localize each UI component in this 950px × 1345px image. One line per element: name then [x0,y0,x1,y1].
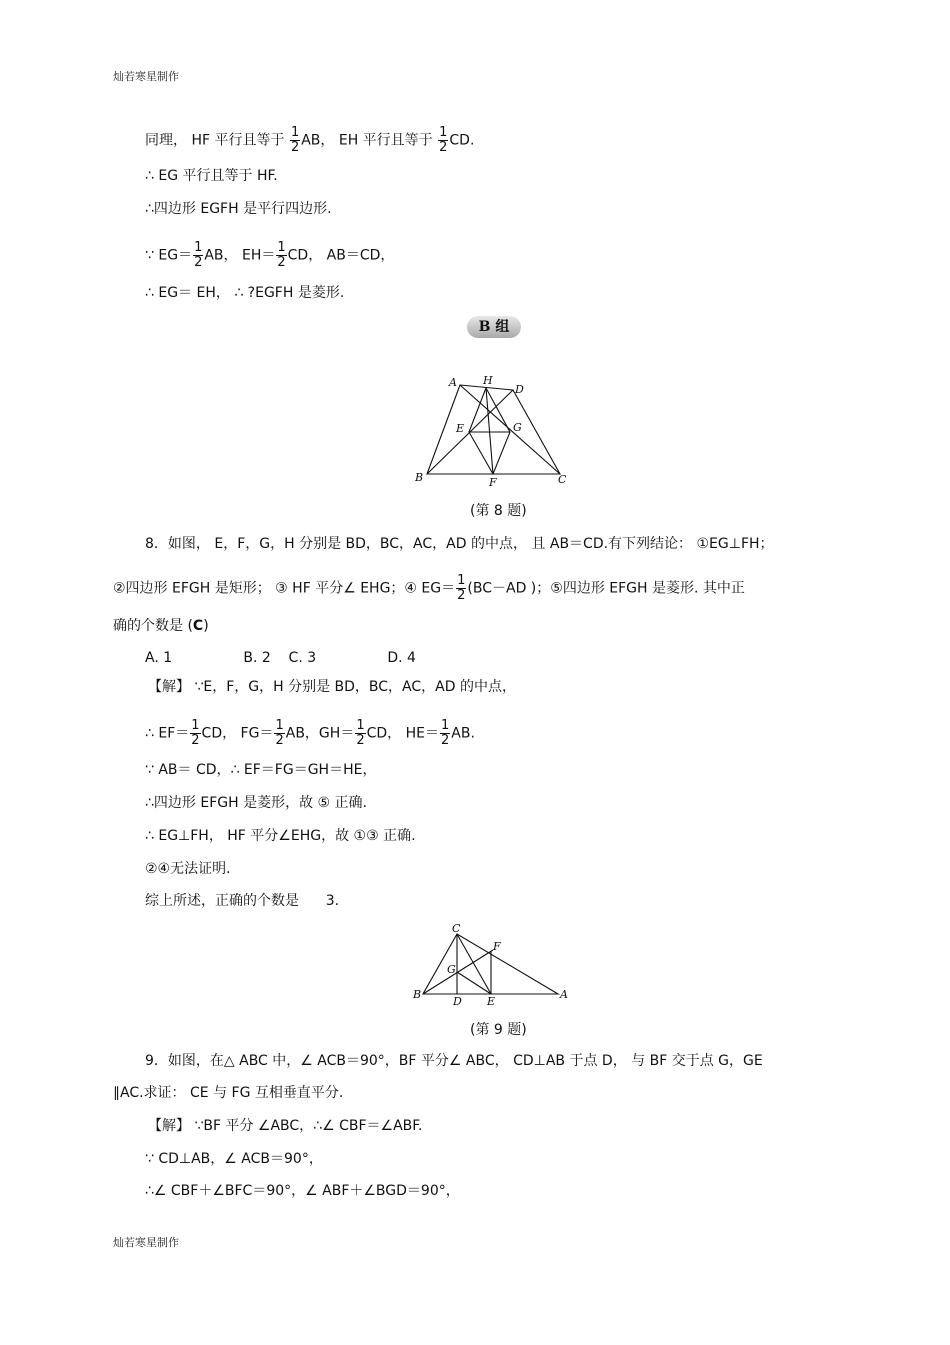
fraction [438,126,448,155]
text: AB. [451,725,475,742]
numerator: 1 [356,718,365,733]
text: AB，GH＝ [285,725,355,742]
page-footer: 灿若寒星制作 [113,1236,179,1249]
figure-9 [410,920,575,1010]
denominator: 2 [191,733,200,748]
text: AB， EH 平行且等于 [301,132,438,149]
denominator: 2 [290,140,300,155]
numerator: 1 [439,125,448,140]
q9-solution-2: ∵ CD⊥AB，∠ ACB＝90°， [145,1151,323,1167]
text: ∴ EF＝ [145,725,190,742]
label-d: D [453,995,462,1008]
fraction [193,241,203,270]
label-b: B [415,471,424,484]
label-h: H [483,374,493,387]
label-f: F [489,476,497,489]
q9-line2: ∥AC.求证： CE 与 FG 互相垂直平分. [113,1085,344,1101]
text: AB， EH＝ [204,247,276,264]
segment-hf [486,388,493,474]
denominator: 2 [277,255,286,270]
numerator: 1 [194,240,203,255]
line-hf-eh [145,126,474,155]
q8-solution-2 [145,719,475,748]
text: CD， HE＝ [366,725,439,742]
q8-line2 [113,574,745,603]
fraction [440,719,450,748]
denominator: 2 [194,255,203,270]
fraction [190,719,200,748]
label-e: E [487,995,496,1008]
label-f: F [493,940,501,953]
text: CD， FG＝ [201,725,274,742]
numerator: 1 [290,125,300,140]
q9-line1: 9．如图，在△ ABC 中，∠ ACB＝90°，BF 平分∠ ABC， CD⊥AB 于点 D， 与 BF 交于点 G，GE [145,1053,763,1069]
text: CD， AB＝CD， [287,247,395,264]
figure-9-caption: (第 9 题) [470,1022,527,1038]
text: 同理， HF 平行且等于 [145,132,289,149]
numerator: 1 [191,718,200,733]
figure-8 [405,370,580,490]
numerator: 1 [275,718,284,733]
fraction [276,241,286,270]
fraction [355,719,365,748]
text: 确的个数是 ( [113,618,193,634]
q8-solution-6: ②④无法证明. [145,861,231,877]
fraction [290,126,300,155]
numerator: 1 [457,573,466,588]
label-e: E [456,422,465,435]
section-badge: B 组 [467,316,521,338]
diagonal-ac [460,385,560,474]
page-header: 灿若寒星制作 [113,70,179,83]
figure-8-caption: (第 8 题) [470,503,527,519]
denominator: 2 [439,140,448,155]
text: ∵ EG＝ [145,247,193,264]
q8-solution-3: ∵ AB＝ CD，∴ EF＝FG＝GH＝HE， [145,762,377,778]
label-c: C [452,922,461,935]
q9-solution-1: 【解】 ∵BF 平分 ∠ABC，∴∠ CBF＝∠ABF. [148,1118,423,1134]
text: ) [203,618,209,634]
label-g: G [447,963,456,976]
denominator: 2 [275,733,284,748]
label-g: G [513,421,522,434]
text: ②四边形 EFGH 是矩形； ③ HF 平分∠ EHG；④ EG＝ [113,580,456,597]
label-b: B [413,988,422,1001]
denominator: 2 [356,733,365,748]
denominator: 2 [440,733,450,748]
text: CD. [449,132,475,149]
segment-ce [457,934,491,994]
q8-solution-1: 【解】 ∵E，F，G，H 分别是 BD，BC，AC，AD 的中点， [148,679,516,695]
answer: C [192,618,204,634]
numerator: 1 [277,240,286,255]
fraction [456,574,466,603]
fraction [274,719,284,748]
text: (BC－AD )；⑤四边形 EFGH 是菱形. 其中正 [467,580,745,597]
q9-solution-3: ∴∠ CBF＋∠BFC＝90°，∠ ABF＋∠BGD＝90°， [145,1183,460,1199]
label-a: A [560,988,568,1001]
label-a: A [449,376,457,389]
line-parallelogram: ∴四边形 EGFH 是平行四边形. [145,201,332,217]
q8-solution-5: ∴ EG⊥FH， HF 平分∠EHG，故 ①③ 正确. [145,828,416,844]
q8-solution-7: 综上所述，正确的个数是 3. [145,893,340,909]
line-eg-hf: ∴ EG 平行且等于 HF. [145,168,278,184]
label-c: C [558,473,567,486]
label-d: D [515,383,524,396]
line-rhombus: ∴ EG＝ EH， ∴ ?EGFH 是菱形. [145,285,345,301]
line-eg-eh [145,241,394,270]
denominator: 2 [457,588,466,603]
numerator: 1 [440,718,450,733]
q8-solution-4: ∴四边形 EFGH 是菱形，故 ⑤ 正确. [145,795,367,811]
q8-line1: 8．如图， E，F，G，H 分别是 BD，BC，AC，AD 的中点， 且 AB＝CD.有下列结论： ①EG⊥FH； [145,536,774,552]
segment-ge [457,972,491,994]
q8-options: A. 1 B. 2 C. 3 D. 4 [145,650,416,666]
quadrilateral-abcd [427,385,560,474]
q8-line3 [113,616,209,636]
